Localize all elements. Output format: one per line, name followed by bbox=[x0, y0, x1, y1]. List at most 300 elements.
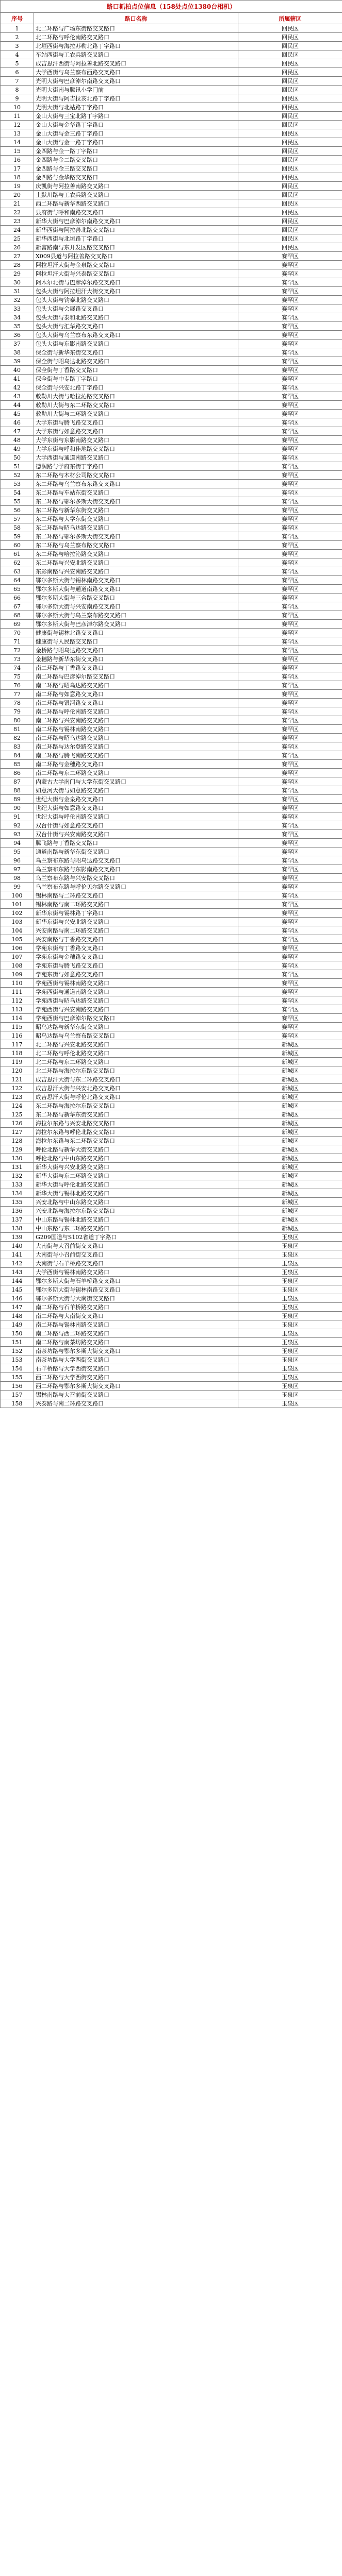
row-number: 107 bbox=[1, 953, 34, 961]
table-row bbox=[1, 970, 342, 979]
row-district: 回民区 bbox=[238, 191, 342, 199]
table-row bbox=[1, 523, 342, 532]
row-district: 玉泉区 bbox=[238, 1399, 342, 1408]
row-name: 东二环路与新华东街交叉路口 bbox=[34, 506, 238, 515]
row-name: 兴安北路与中山东路交叉路口 bbox=[34, 1198, 238, 1207]
table-row bbox=[1, 1137, 342, 1145]
row-district: 赛罕区 bbox=[238, 1023, 342, 1031]
row-number: 72 bbox=[1, 646, 34, 655]
row-number: 122 bbox=[1, 1084, 34, 1093]
row-name: 金山大街与金华路丁字路口 bbox=[34, 121, 238, 129]
row-district: 赛罕区 bbox=[238, 637, 342, 646]
table-row bbox=[1, 1119, 342, 1128]
row-number: 95 bbox=[1, 848, 34, 856]
row-name: 鄂尔多斯大街与乌兰察布路交叉路口 bbox=[34, 611, 238, 620]
row-district: 赛罕区 bbox=[238, 891, 342, 900]
table-row bbox=[1, 961, 342, 970]
row-name: 鄂尔多斯大街与锡林南路交叉路口 bbox=[34, 576, 238, 585]
row-number: 104 bbox=[1, 926, 34, 935]
row-district: 玉泉区 bbox=[238, 1391, 342, 1399]
row-name: 西二环路与新华西路交叉路口 bbox=[34, 199, 238, 208]
table-row bbox=[1, 900, 342, 909]
table-row bbox=[1, 138, 342, 147]
row-number: 145 bbox=[1, 1285, 34, 1294]
row-district: 赛罕区 bbox=[238, 751, 342, 760]
row-name: 敕勒川大街与哈拉沁路交叉路口 bbox=[34, 392, 238, 401]
row-name: 南二环路与兴安南路交叉路口 bbox=[34, 716, 238, 725]
row-name: 保全街与昭乌达北路交叉路口 bbox=[34, 357, 238, 366]
row-name: 东二环路与乌兰察布路交叉路口 bbox=[34, 541, 238, 550]
row-number: 35 bbox=[1, 322, 34, 331]
table-body bbox=[1, 24, 342, 1408]
row-name: 世纪大街与如意路交叉路口 bbox=[34, 804, 238, 812]
row-name: 呼伦北路与中山东路交叉路口 bbox=[34, 1154, 238, 1163]
row-name: 锡林南路与大召前街交叉路口 bbox=[34, 1391, 238, 1399]
row-name: 南二环路与如意路交叉路口 bbox=[34, 690, 238, 699]
row-name: 东二环路与哈拉沁路交叉路口 bbox=[34, 550, 238, 558]
row-district: 赛罕区 bbox=[238, 944, 342, 953]
table-row bbox=[1, 1294, 342, 1303]
header-name: 路口名称 bbox=[34, 13, 238, 24]
table-row bbox=[1, 550, 342, 558]
row-number: 92 bbox=[1, 821, 34, 830]
row-district: 新城区 bbox=[238, 1101, 342, 1110]
row-number: 15 bbox=[1, 147, 34, 156]
row-name: 包头大街与乌兰察布东路交叉路口 bbox=[34, 331, 238, 340]
row-district: 赛罕区 bbox=[238, 777, 342, 786]
row-district: 玉泉区 bbox=[238, 1233, 342, 1242]
table-row bbox=[1, 1303, 342, 1312]
row-number: 115 bbox=[1, 1023, 34, 1031]
row-name: 成吉思汗西街与阿拉善北路交叉路口 bbox=[34, 59, 238, 68]
row-district: 赛罕区 bbox=[238, 918, 342, 926]
row-number: 57 bbox=[1, 515, 34, 523]
table-row bbox=[1, 567, 342, 576]
table-row bbox=[1, 331, 342, 340]
row-district: 回民区 bbox=[238, 234, 342, 243]
row-district: 赛罕区 bbox=[238, 848, 342, 856]
row-number: 82 bbox=[1, 734, 34, 742]
table-row bbox=[1, 821, 342, 830]
row-name: 南二环路与锡林南路交叉路口 bbox=[34, 1320, 238, 1329]
table-row bbox=[1, 112, 342, 121]
table-row bbox=[1, 1180, 342, 1189]
row-name: 大南街与大召前街交叉路口 bbox=[34, 1242, 238, 1250]
table-row bbox=[1, 812, 342, 821]
row-district: 赛罕区 bbox=[238, 340, 342, 348]
row-district: 新城区 bbox=[238, 1075, 342, 1084]
table-row bbox=[1, 208, 342, 217]
row-name: 大学西街与乌兰察布西路交叉路口 bbox=[34, 68, 238, 77]
table-row bbox=[1, 410, 342, 418]
row-number: 119 bbox=[1, 1058, 34, 1066]
row-name: 乌兰察布东路与东影南路交叉路口 bbox=[34, 865, 238, 874]
table-row bbox=[1, 1084, 342, 1093]
row-number: 64 bbox=[1, 576, 34, 585]
row-district: 新城区 bbox=[238, 1110, 342, 1119]
row-number: 110 bbox=[1, 979, 34, 988]
table-row bbox=[1, 1233, 342, 1242]
table-row bbox=[1, 891, 342, 900]
table-row bbox=[1, 366, 342, 375]
row-name: 东二环路与鄂尔多斯大街交叉路口 bbox=[34, 532, 238, 541]
row-district: 赛罕区 bbox=[238, 594, 342, 602]
row-name: 金四路与金一路丁字路口 bbox=[34, 147, 238, 156]
table-row bbox=[1, 383, 342, 392]
row-name: 大学西街与锡林南路交叉路口 bbox=[34, 1268, 238, 1277]
row-name: 南二环路与大南街交叉路口 bbox=[34, 1312, 238, 1320]
table-row bbox=[1, 848, 342, 856]
row-name: 世纪大街与呼伦南路交叉路口 bbox=[34, 812, 238, 821]
row-district: 回民区 bbox=[238, 50, 342, 59]
table-row bbox=[1, 418, 342, 427]
table-row bbox=[1, 261, 342, 269]
table-row bbox=[1, 830, 342, 839]
row-number: 29 bbox=[1, 269, 34, 278]
row-name: 学苑西街与锡林南路交叉路口 bbox=[34, 979, 238, 988]
row-name: 大学东街与呼和佳地路交叉路口 bbox=[34, 445, 238, 453]
row-district: 赛罕区 bbox=[238, 804, 342, 812]
row-district: 赛罕区 bbox=[238, 453, 342, 462]
row-name: 光明大街与北站路丁字路口 bbox=[34, 103, 238, 112]
table-row bbox=[1, 1172, 342, 1180]
row-number: 18 bbox=[1, 173, 34, 182]
row-number: 105 bbox=[1, 935, 34, 944]
row-district: 玉泉区 bbox=[238, 1338, 342, 1347]
table-row bbox=[1, 252, 342, 261]
row-name: 南茶坊路与大学西街交叉路口 bbox=[34, 1355, 238, 1364]
table-row bbox=[1, 401, 342, 410]
row-district: 回民区 bbox=[238, 217, 342, 226]
row-district: 回民区 bbox=[238, 94, 342, 103]
row-number: 59 bbox=[1, 532, 34, 541]
row-name: 新华大街与呼伦北路交叉路口 bbox=[34, 1180, 238, 1189]
row-district: 赛罕区 bbox=[238, 567, 342, 576]
row-district: 赛罕区 bbox=[238, 313, 342, 322]
table-row bbox=[1, 558, 342, 567]
row-district: 回民区 bbox=[238, 208, 342, 217]
table-row bbox=[1, 1163, 342, 1172]
table-row bbox=[1, 348, 342, 357]
row-number: 84 bbox=[1, 751, 34, 760]
row-district: 回民区 bbox=[238, 138, 342, 147]
row-name: 学苑西街与兴安南路交叉路口 bbox=[34, 1005, 238, 1014]
row-number: 131 bbox=[1, 1163, 34, 1172]
table-row bbox=[1, 742, 342, 751]
row-name: 乌兰察布东路与昭乌达路交叉路口 bbox=[34, 856, 238, 865]
table-row bbox=[1, 918, 342, 926]
row-district: 玉泉区 bbox=[238, 1285, 342, 1294]
row-number: 106 bbox=[1, 944, 34, 953]
table-row bbox=[1, 681, 342, 690]
table-row bbox=[1, 1242, 342, 1250]
row-name: 德润路与学府东街丁字路口 bbox=[34, 462, 238, 471]
row-district: 回民区 bbox=[238, 112, 342, 121]
row-district: 赛罕区 bbox=[238, 523, 342, 532]
row-number: 66 bbox=[1, 594, 34, 602]
row-name: 大学东街与如意路交叉路口 bbox=[34, 427, 238, 436]
table-row bbox=[1, 436, 342, 445]
row-district: 回民区 bbox=[238, 24, 342, 33]
row-district: 回民区 bbox=[238, 182, 342, 191]
row-district: 赛罕区 bbox=[238, 734, 342, 742]
row-number: 78 bbox=[1, 699, 34, 707]
row-name: 学苑西街与巴彦淖尔路交叉路口 bbox=[34, 1014, 238, 1023]
table-row bbox=[1, 1347, 342, 1355]
row-district: 赛罕区 bbox=[238, 786, 342, 795]
row-number: 13 bbox=[1, 129, 34, 138]
row-number: 83 bbox=[1, 742, 34, 751]
row-number: 16 bbox=[1, 156, 34, 164]
row-district: 赛罕区 bbox=[238, 497, 342, 506]
row-district: 回民区 bbox=[238, 147, 342, 156]
row-district: 赛罕区 bbox=[238, 375, 342, 383]
row-district: 赛罕区 bbox=[238, 900, 342, 909]
row-district: 赛罕区 bbox=[238, 716, 342, 725]
row-district: 玉泉区 bbox=[238, 1242, 342, 1250]
table-row bbox=[1, 1145, 342, 1154]
row-district: 赛罕区 bbox=[238, 926, 342, 935]
row-district: 赛罕区 bbox=[238, 436, 342, 445]
row-number: 120 bbox=[1, 1066, 34, 1075]
row-name: 鄂尔多斯大街与大南街交叉路口 bbox=[34, 1294, 238, 1303]
row-district: 赛罕区 bbox=[238, 883, 342, 891]
row-number: 12 bbox=[1, 121, 34, 129]
row-number: 158 bbox=[1, 1399, 34, 1408]
table-row bbox=[1, 1320, 342, 1329]
row-name: 金山大街与金一路丁字路口 bbox=[34, 138, 238, 147]
row-number: 7 bbox=[1, 77, 34, 86]
row-district: 赛罕区 bbox=[238, 585, 342, 594]
row-name: 新富路南与东开发区路交叉路口 bbox=[34, 243, 238, 252]
table-row bbox=[1, 1259, 342, 1268]
row-district: 赛罕区 bbox=[238, 1031, 342, 1040]
row-number: 101 bbox=[1, 900, 34, 909]
row-name: 包头大街与会展路交叉路口 bbox=[34, 304, 238, 313]
table-row bbox=[1, 164, 342, 173]
row-name: 新华东街与锡林路丁字路口 bbox=[34, 909, 238, 918]
row-name: 大学东街与腾飞路交叉路口 bbox=[34, 418, 238, 427]
row-name: 金桥路与昭乌达路交叉路口 bbox=[34, 646, 238, 655]
row-name: 北二环路与呼伦南路交叉路口 bbox=[34, 33, 238, 42]
row-district: 赛罕区 bbox=[238, 970, 342, 979]
row-name: 新华大街与兴安北路交叉路口 bbox=[34, 1163, 238, 1172]
row-number: 144 bbox=[1, 1277, 34, 1285]
row-name: 北垣西街与海拉苏勒北路丁字路口 bbox=[34, 42, 238, 50]
row-name: 东二环路与昭乌达路交叉路口 bbox=[34, 523, 238, 532]
row-name: 成吉思汗大街与东二环路交叉路口 bbox=[34, 1075, 238, 1084]
row-district: 赛罕区 bbox=[238, 795, 342, 804]
row-number: 67 bbox=[1, 602, 34, 611]
table-row bbox=[1, 1058, 342, 1066]
row-district: 回民区 bbox=[238, 129, 342, 138]
row-name: 土默川路与工农兵路交叉路口 bbox=[34, 191, 238, 199]
table-row bbox=[1, 777, 342, 786]
row-name: 敕勒川大街与东二环路交叉路口 bbox=[34, 401, 238, 410]
row-number: 126 bbox=[1, 1119, 34, 1128]
row-name: 内蒙古大学南门与大学东街交叉路口 bbox=[34, 777, 238, 786]
row-district: 赛罕区 bbox=[238, 322, 342, 331]
table-row bbox=[1, 191, 342, 199]
row-name: 南二环路与西二环路交叉路口 bbox=[34, 1329, 238, 1338]
row-name: 光明大街南与腾讯小学门前 bbox=[34, 86, 238, 94]
row-district: 赛罕区 bbox=[238, 646, 342, 655]
row-number: 11 bbox=[1, 112, 34, 121]
row-district: 新城区 bbox=[238, 1093, 342, 1101]
row-name: 保全街与中专路丁字路口 bbox=[34, 375, 238, 383]
row-name: 学苑东街与腾飞路交叉路口 bbox=[34, 961, 238, 970]
row-district: 赛罕区 bbox=[238, 865, 342, 874]
row-number: 75 bbox=[1, 672, 34, 681]
row-number: 3 bbox=[1, 42, 34, 50]
table-row bbox=[1, 690, 342, 699]
row-name: 县府街与呼和南路交叉路口 bbox=[34, 208, 238, 217]
row-name: 金穗路与新华东街交叉路口 bbox=[34, 655, 238, 664]
row-district: 赛罕区 bbox=[238, 935, 342, 944]
row-number: 88 bbox=[1, 786, 34, 795]
row-number: 74 bbox=[1, 664, 34, 672]
table-row bbox=[1, 1031, 342, 1040]
row-number: 44 bbox=[1, 401, 34, 410]
row-name: 鄂尔多斯大街与兴安南路交叉路口 bbox=[34, 602, 238, 611]
row-name: 乌兰察布东路与呼伦贝尔路交叉路口 bbox=[34, 883, 238, 891]
table-row bbox=[1, 488, 342, 497]
row-number: 65 bbox=[1, 585, 34, 594]
row-name: 双台什街与兴安南路交叉路口 bbox=[34, 830, 238, 839]
table-row bbox=[1, 1364, 342, 1373]
row-district: 回民区 bbox=[238, 59, 342, 68]
table-row bbox=[1, 1154, 342, 1163]
table-row bbox=[1, 769, 342, 777]
row-district: 回民区 bbox=[238, 77, 342, 86]
row-name: 鄂尔多斯大街与巴彦淖尔路交叉路口 bbox=[34, 620, 238, 629]
table-row bbox=[1, 1382, 342, 1391]
row-name: 成吉思汗大街与兴安北路交叉路口 bbox=[34, 1084, 238, 1093]
row-district: 新城区 bbox=[238, 1084, 342, 1093]
table-row bbox=[1, 909, 342, 918]
table-row bbox=[1, 147, 342, 156]
row-number: 87 bbox=[1, 777, 34, 786]
row-number: 91 bbox=[1, 812, 34, 821]
table-row bbox=[1, 532, 342, 541]
row-district: 新城区 bbox=[238, 1040, 342, 1049]
row-name: 成吉思汗大街与呼伦北路交叉路口 bbox=[34, 1093, 238, 1101]
row-district: 赛罕区 bbox=[238, 699, 342, 707]
table-row bbox=[1, 786, 342, 795]
row-district: 新城区 bbox=[238, 1180, 342, 1189]
table-row bbox=[1, 1215, 342, 1224]
table-row bbox=[1, 340, 342, 348]
row-number: 43 bbox=[1, 392, 34, 401]
row-name: 昭乌达路与新华东街交叉路口 bbox=[34, 1023, 238, 1031]
table-row bbox=[1, 996, 342, 1005]
row-number: 102 bbox=[1, 909, 34, 918]
table-row bbox=[1, 865, 342, 874]
row-number: 20 bbox=[1, 191, 34, 199]
row-district: 新城区 bbox=[238, 1207, 342, 1215]
row-name: 东二环路与大学东街交叉路口 bbox=[34, 515, 238, 523]
table-row bbox=[1, 795, 342, 804]
row-name: 庆凯街与阿拉善南路交叉路口 bbox=[34, 182, 238, 191]
row-number: 73 bbox=[1, 655, 34, 664]
table-row bbox=[1, 672, 342, 681]
row-name: 阿木尔北街与巴彦淖尔路交叉路口 bbox=[34, 278, 238, 287]
row-district: 回民区 bbox=[238, 199, 342, 208]
row-number: 17 bbox=[1, 164, 34, 173]
row-district: 新城区 bbox=[238, 1049, 342, 1058]
row-district: 玉泉区 bbox=[238, 1277, 342, 1285]
row-number: 148 bbox=[1, 1312, 34, 1320]
row-number: 47 bbox=[1, 427, 34, 436]
table-row bbox=[1, 173, 342, 182]
row-district: 赛罕区 bbox=[238, 953, 342, 961]
row-number: 80 bbox=[1, 716, 34, 725]
table-row bbox=[1, 655, 342, 664]
row-number: 21 bbox=[1, 199, 34, 208]
row-name: 大南街与小召前街交叉路口 bbox=[34, 1250, 238, 1259]
row-number: 62 bbox=[1, 558, 34, 567]
row-district: 回民区 bbox=[238, 243, 342, 252]
row-name: 兴安北路与海拉尔东路交叉路口 bbox=[34, 1207, 238, 1215]
table-row bbox=[1, 1250, 342, 1259]
row-name: 锡林南路与二环路交叉路口 bbox=[34, 891, 238, 900]
table-row bbox=[1, 602, 342, 611]
row-name: 学苑西街与通道南路交叉路口 bbox=[34, 988, 238, 996]
row-number: 25 bbox=[1, 234, 34, 243]
row-district: 玉泉区 bbox=[238, 1312, 342, 1320]
row-district: 赛罕区 bbox=[238, 1014, 342, 1023]
row-name: 阿拉坦汗大街与兴泰路交叉路口 bbox=[34, 269, 238, 278]
row-district: 赛罕区 bbox=[238, 602, 342, 611]
header-district: 所属辖区 bbox=[238, 13, 342, 24]
table-row bbox=[1, 304, 342, 313]
row-district: 赛罕区 bbox=[238, 558, 342, 567]
table-row bbox=[1, 296, 342, 304]
row-number: 46 bbox=[1, 418, 34, 427]
row-district: 新城区 bbox=[238, 1066, 342, 1075]
row-number: 96 bbox=[1, 856, 34, 865]
row-number: 40 bbox=[1, 366, 34, 375]
row-name: 东二环路与车站东街交叉路口 bbox=[34, 488, 238, 497]
row-number: 38 bbox=[1, 348, 34, 357]
row-number: 116 bbox=[1, 1031, 34, 1040]
table-row bbox=[1, 1110, 342, 1119]
table-row bbox=[1, 751, 342, 760]
row-district: 赛罕区 bbox=[238, 839, 342, 848]
row-district: 回民区 bbox=[238, 33, 342, 42]
row-number: 121 bbox=[1, 1075, 34, 1084]
table-row bbox=[1, 375, 342, 383]
row-name: 包头大街与东影南路交叉路口 bbox=[34, 340, 238, 348]
row-number: 48 bbox=[1, 436, 34, 445]
table-row bbox=[1, 585, 342, 594]
row-number: 31 bbox=[1, 287, 34, 296]
row-number: 32 bbox=[1, 296, 34, 304]
row-number: 58 bbox=[1, 523, 34, 532]
table-row bbox=[1, 576, 342, 585]
table-row bbox=[1, 620, 342, 629]
row-number: 136 bbox=[1, 1207, 34, 1215]
row-name: 锡林南路与南二环路交叉路口 bbox=[34, 900, 238, 909]
row-number: 61 bbox=[1, 550, 34, 558]
table-row bbox=[1, 804, 342, 812]
row-district: 赛罕区 bbox=[238, 488, 342, 497]
row-name: 南二环路与腾飞南路交叉路口 bbox=[34, 751, 238, 760]
row-district: 赛罕区 bbox=[238, 856, 342, 865]
table-row bbox=[1, 637, 342, 646]
row-number: 90 bbox=[1, 804, 34, 812]
row-number: 22 bbox=[1, 208, 34, 217]
